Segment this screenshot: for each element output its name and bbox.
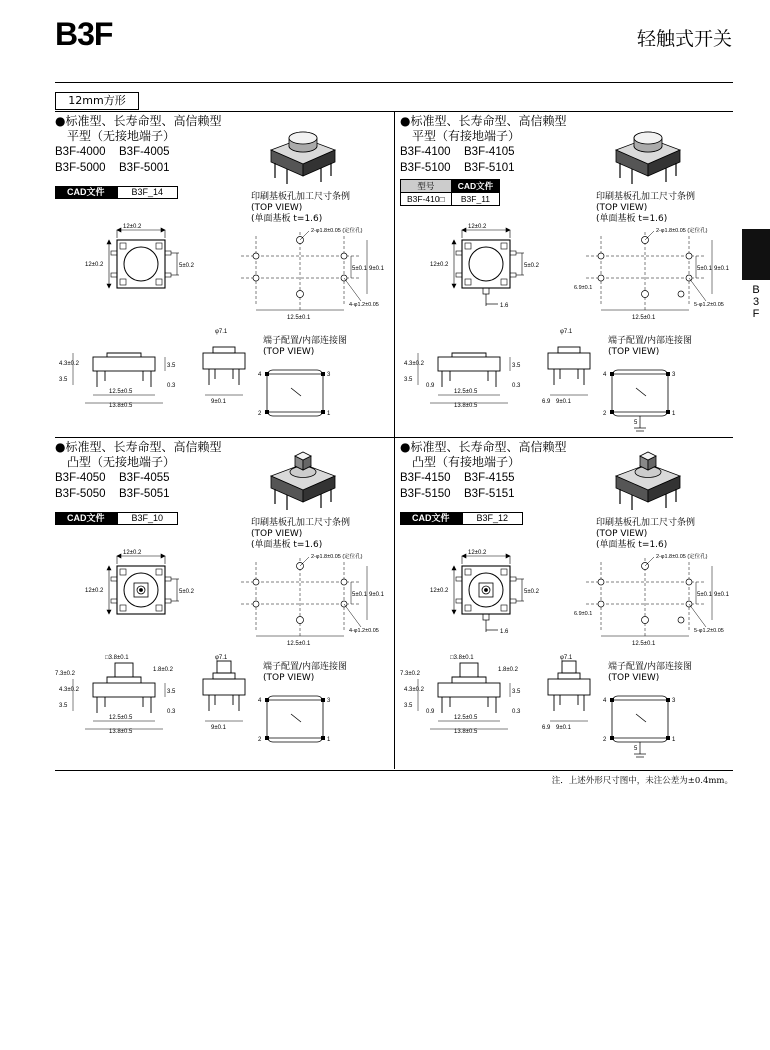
dim-body-height: 4.3±0.2: [59, 361, 79, 367]
terminal-note: 端子配置/内部连接图 (TOP VIEW): [608, 336, 693, 357]
dim-hole-span: 9±0.1: [369, 266, 384, 272]
dim-body-width: 12.5±0.5: [109, 715, 133, 721]
front-view-drawing: [195, 329, 255, 409]
side-tab-label: B 3 F: [752, 284, 760, 320]
dim-terminal-pitch: 5±0.2: [524, 263, 539, 269]
dim-0-3: 0.3: [167, 383, 176, 389]
product-panel-4: [400, 440, 739, 766]
dim-total-height: 7.3±0.2: [55, 671, 75, 677]
terminal-3: 3: [672, 698, 676, 704]
dim-terminal-pitch: 5±0.2: [179, 589, 194, 595]
terminal-1: 1: [672, 411, 676, 417]
terminal-note: 端子配置/内部连接图 (TOP VIEW): [263, 336, 348, 357]
dim-hole-span: 9±0.1: [714, 266, 729, 272]
dim-hole-pitch: 12.5±0.1: [632, 315, 656, 321]
dim-height: 12±0.2: [85, 262, 104, 268]
dim-pin-span: 9±0.1: [211, 399, 226, 405]
dim-6-9: 6.9: [542, 725, 551, 731]
cad-file-row: CAD文件 B3F_10: [55, 512, 178, 525]
terminal-4: 4: [258, 698, 262, 704]
dim-body-width: 12.5±0.5: [109, 389, 133, 395]
cad-file-table: 型号 CAD文件 B3F-410□ B3F_11: [400, 179, 500, 206]
dim-locating-hole: 2-φ1.8±0.05 (定位孔): [656, 554, 708, 560]
product-panel-3: [55, 440, 394, 766]
terminal-1: 1: [327, 737, 331, 743]
terminal-diagram: [255, 688, 335, 768]
front-view-drawing: [540, 329, 600, 409]
dim-side-3-5a: 3.5: [512, 363, 521, 369]
dim-6-9: 6.9: [542, 399, 551, 405]
product-photo: [263, 450, 343, 512]
cad-file-row: CAD文件 B3F_12: [400, 512, 523, 525]
dim-width: 12±0.2: [123, 224, 142, 230]
terminal-1: 1: [672, 737, 676, 743]
dim-1-6: 1.6: [500, 629, 509, 635]
dim-hole-pitch: 12.5±0.1: [632, 641, 656, 647]
dim-overall-width: 13.8±0.5: [454, 729, 478, 735]
product-photo: [263, 124, 343, 186]
dim-1-6: 1.6: [500, 303, 509, 309]
side-view-drawing: [55, 645, 200, 735]
side-tab: [742, 229, 770, 280]
page-title: B3F: [55, 16, 113, 52]
product-photo: [608, 124, 688, 186]
dim-total-height: 7.3±0.2: [400, 671, 420, 677]
pcb-hole-drawing: [231, 552, 391, 652]
panel-title: ●标准型、长寿命型、高信赖型 凸型（有接地端子）: [400, 440, 567, 469]
top-view-drawing: [65, 550, 195, 655]
dim-body-height: 4.3±0.2: [404, 687, 424, 693]
pcb-note: 印刷基板孔加工尺寸条例 (TOP VIEW) (单面基板 t=1.6): [251, 518, 351, 550]
pcb-note: 印刷基板孔加工尺寸条例 (TOP VIEW) (单面基板 t=1.6): [596, 518, 696, 550]
header-rule: [55, 82, 733, 83]
dim-pin-span: 9±0.1: [556, 399, 571, 405]
dim-plunger-height: 1.8±0.2: [153, 667, 173, 673]
dim-gnd-offset: 6.9±0.1: [574, 285, 593, 291]
dim-hole-row: 5±0.1: [352, 592, 367, 598]
side-view-drawing: [400, 319, 545, 409]
terminal-2: 2: [258, 411, 262, 417]
product-photo: [608, 450, 688, 512]
terminal-diagram: [600, 688, 680, 768]
terminal-2: 2: [258, 737, 262, 743]
terminal-diagram: [600, 362, 680, 442]
page-subtitle: 轻触式开关: [636, 28, 732, 50]
dim-pin-span: 9±0.1: [211, 725, 226, 731]
terminal-5: 5: [634, 420, 638, 426]
dim-terminal-pitch: 5±0.2: [179, 263, 194, 269]
front-view-drawing: [195, 655, 255, 735]
model-list: B3F-4100 B3F-4105 B3F-5100 B3F-5101: [400, 146, 515, 174]
dim-phi-7-1: φ7.1: [560, 329, 573, 335]
dim-body-width: 12.5±0.5: [454, 389, 478, 395]
panel-title: ●标准型、长寿命型、高信赖型 凸型（无接地端子）: [55, 440, 222, 469]
dim-side-3-5b: 3.5: [404, 377, 413, 383]
model-list: B3F-4050 B3F-4055 B3F-5050 B3F-5051: [55, 472, 170, 500]
panel-title: ●标准型、长寿命型、高信赖型 平型（无接地端子）: [55, 114, 222, 143]
dim-body-height: 4.3±0.2: [404, 361, 424, 367]
terminal-note: 端子配置/内部连接图 (TOP VIEW): [608, 662, 693, 683]
terminal-2: 2: [603, 737, 607, 743]
dim-hole-pitch: 12.5±0.1: [287, 315, 311, 321]
dim-side-3-5a: 3.5: [167, 689, 176, 695]
dim-width: 12±0.2: [123, 550, 142, 556]
dim-terminal-hole: 4-φ1.2±0.05: [349, 302, 379, 308]
dim-pin-span: 9±0.1: [556, 725, 571, 731]
dim-locating-hole: 2-φ1.8±0.05 (定位孔): [311, 228, 363, 234]
dim-hole-row: 5±0.1: [697, 592, 712, 598]
top-view-drawing: [65, 224, 195, 329]
terminal-1: 1: [327, 411, 331, 417]
dim-0-3: 0.3: [167, 709, 176, 715]
dim-terminal-hole: 4-φ1.2±0.05: [349, 628, 379, 634]
dim-overall-width: 13.8±0.5: [109, 729, 133, 735]
dim-phi-7-1: φ7.1: [560, 655, 573, 661]
dim-hole-pitch: 12.5±0.1: [287, 641, 311, 647]
dim-width: 12±0.2: [468, 550, 487, 556]
terminal-3: 3: [327, 698, 331, 704]
pcb-hole-drawing: [576, 226, 736, 326]
front-view-drawing: [540, 655, 600, 735]
product-panel-1: [55, 114, 394, 440]
terminal-3: 3: [672, 372, 676, 378]
dim-hole-row: 5±0.1: [352, 266, 367, 272]
terminal-4: 4: [603, 698, 607, 704]
pcb-note: 印刷基板孔加工尺寸条例 (TOP VIEW) (单面基板 t=1.6): [596, 192, 696, 224]
dim-0-9: 0.9: [426, 709, 435, 715]
terminal-3: 3: [327, 372, 331, 378]
model-list: B3F-4000 B3F-4005 B3F-5000 B3F-5001: [55, 146, 170, 174]
dim-0-3: 0.3: [512, 709, 521, 715]
dim-plunger: □3.8±0.1: [105, 655, 129, 661]
dim-side-3-5b: 3.5: [404, 703, 413, 709]
dim-side-3-5b: 3.5: [59, 377, 68, 383]
dim-plunger: □3.8±0.1: [450, 655, 474, 661]
dim-gnd-offset: 6.9±0.1: [574, 611, 593, 617]
dim-hole-span: 9±0.1: [369, 592, 384, 598]
dim-0-9: 0.9: [426, 383, 435, 389]
section-label: 12mm方形: [55, 92, 139, 110]
dim-side-3-5b: 3.5: [59, 703, 68, 709]
dim-overall-width: 13.8±0.5: [109, 403, 133, 409]
pcb-note: 印刷基板孔加工尺寸条例 (TOP VIEW) (单面基板 t=1.6): [251, 192, 351, 224]
dim-side-3-5a: 3.5: [512, 689, 521, 695]
top-view-drawing: [410, 550, 540, 655]
vertical-divider: [394, 111, 395, 769]
pcb-hole-drawing: [231, 226, 391, 326]
pcb-hole-drawing: [576, 552, 736, 652]
top-view-drawing: [410, 224, 540, 329]
cad-file-row: CAD文件 B3F_14: [55, 186, 178, 199]
dim-body-height: 4.3±0.2: [59, 687, 79, 693]
dim-hole-span: 9±0.1: [714, 592, 729, 598]
dim-overall-width: 13.8±0.5: [454, 403, 478, 409]
dim-body-width: 12.5±0.5: [454, 715, 478, 721]
side-view-drawing: [55, 319, 200, 409]
terminal-2: 2: [603, 411, 607, 417]
footnote: 注．上述外形尺寸图中，未注公差为±0.4mm。: [551, 776, 733, 786]
terminal-4: 4: [258, 372, 262, 378]
model-list: B3F-4150 B3F-4155 B3F-5150 B3F-5151: [400, 472, 515, 500]
dim-0-3: 0.3: [512, 383, 521, 389]
dim-terminal-pitch: 5±0.2: [524, 589, 539, 595]
terminal-note: 端子配置/内部连接图 (TOP VIEW): [263, 662, 348, 683]
terminal-diagram: [255, 362, 335, 442]
dim-height: 12±0.2: [430, 588, 449, 594]
terminal-5: 5: [634, 746, 638, 752]
dim-side-3-5a: 3.5: [167, 363, 176, 369]
dim-width: 12±0.2: [468, 224, 487, 230]
side-view-drawing: [400, 645, 545, 735]
dim-locating-hole: 2-φ1.8±0.05 (定位孔): [311, 554, 363, 560]
dim-phi-7-1: φ7.1: [215, 655, 228, 661]
dim-terminal-hole: 5-φ1.2±0.05: [694, 302, 724, 308]
dim-height: 12±0.2: [430, 262, 449, 268]
dim-locating-hole: 2-φ1.8±0.05 (定位孔): [656, 228, 708, 234]
terminal-4: 4: [603, 372, 607, 378]
dim-phi-7-1: φ7.1: [215, 329, 228, 335]
panel-title: ●标准型、长寿命型、高信赖型 平型（有接地端子）: [400, 114, 567, 143]
dim-terminal-hole: 5-φ1.2±0.05: [694, 628, 724, 634]
dim-plunger-height: 1.8±0.2: [498, 667, 518, 673]
dim-height: 12±0.2: [85, 588, 104, 594]
dim-hole-row: 5±0.1: [697, 266, 712, 272]
product-panel-2: [400, 114, 739, 440]
